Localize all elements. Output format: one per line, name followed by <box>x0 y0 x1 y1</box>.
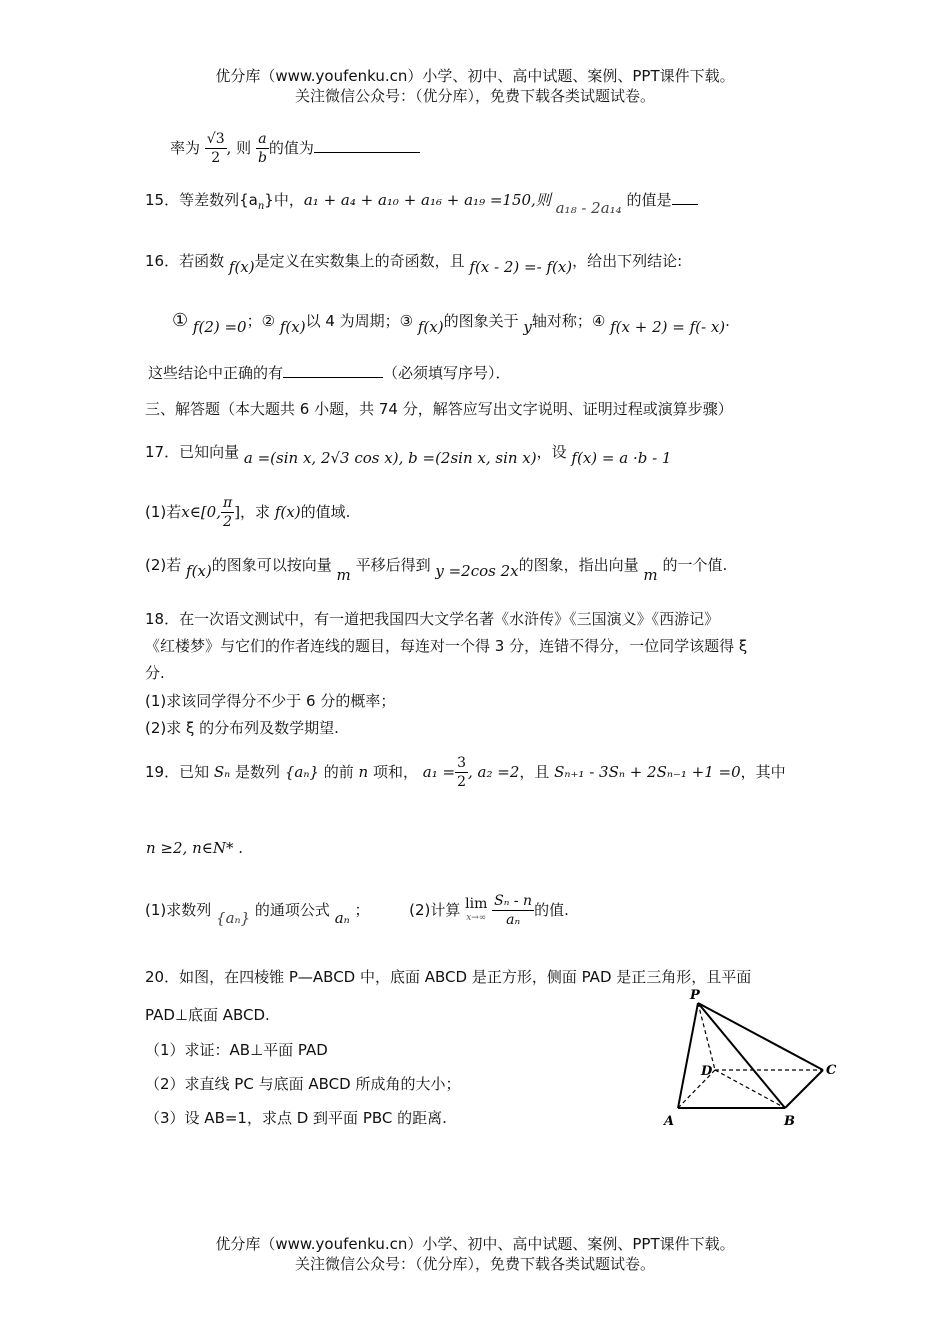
q17-p2-t1: 的图象可以按向量 <box>211 556 332 574</box>
q16-c1-mark: ① <box>172 310 189 331</box>
q19-a1-den: 2 <box>457 774 466 790</box>
q19-t4: 项和， <box>372 763 418 781</box>
q17-vector-b: b =(2sin x, sin x) <box>408 449 537 467</box>
q17-t1: 已知向量 <box>179 443 240 461</box>
q15-text1: 等差数列{a <box>179 191 258 209</box>
q18-line-2: 《红楼梦》与它们的作者连线的题目，每连对一个得 3 分，连错不得分，一位同学该题得 ξ <box>145 637 748 655</box>
edge-PB <box>698 1003 785 1108</box>
q16-t2: 是定义在实数集上的奇函数，且 <box>254 252 465 270</box>
q15-text2: }中， <box>264 191 304 209</box>
q19-p2-lim: lim <box>465 895 488 912</box>
q14-suffix: 的值为 <box>268 139 314 157</box>
q16-line-1 <box>145 246 682 276</box>
q17-line-1 <box>145 437 671 467</box>
q19-a1: a₁ = <box>422 763 456 781</box>
header-line-2: 关注微信公众号：（优分库），免费下载各类试题试卷。 <box>294 87 655 105</box>
q19-p1-an2: aₙ <box>334 909 350 927</box>
q15-expr: a₁ + a₄ + a₁₀ + a₁₆ + a₁₉ =150,则 <box>303 191 551 209</box>
pyramid-figure <box>660 985 845 1130</box>
q15-num: 15． <box>145 191 180 209</box>
q16-c1: f(2) =0 <box>192 318 247 336</box>
q20-part-1: （1）求证：AB⊥平面 PAD <box>145 1041 328 1059</box>
q19-p2-end: 的值. <box>534 901 569 919</box>
q14-mid: , 则 <box>226 139 252 157</box>
q19-num: 19． <box>145 763 180 781</box>
q19-Sn: Sₙ <box>213 763 231 781</box>
q16-c2: f(x) <box>279 318 306 336</box>
q19-t1: 已知 <box>179 763 210 781</box>
q19-a2: , a₂ =2 <box>467 763 520 781</box>
q16-cond: f(x - 2) =- f(x) <box>469 258 573 276</box>
q17-part-1 <box>145 492 350 532</box>
q16-ans-suffix: （必须填写序号）． <box>383 364 511 382</box>
q18-part-1: (1)求该同学得分不少于 6 分的概率； <box>145 692 396 710</box>
q16-c3-y: y <box>523 318 532 336</box>
q18-line-1: 18．在一次语文测试中，有一道把我国四大文学名著《水浒传》《三国演义》《西游记》 <box>145 610 720 628</box>
q14-fraction-2 <box>256 130 269 167</box>
q17-p2-m: m <box>336 566 351 584</box>
q20-line-1: 20．如图，在四棱锥 P—ABCD 中，底面 ABCD 是正方形，侧面 PAD 是正三角形，且平面 <box>145 968 752 986</box>
q16-t3: ，给出下列结论: <box>572 252 683 270</box>
q19-a1-num: 3 <box>457 755 466 771</box>
q17-p1-f: f(x) <box>274 503 301 521</box>
q17-part-2 <box>145 550 728 584</box>
q19-p1-t: 的通项公式 <box>254 901 330 919</box>
q16-c4-end: . <box>725 312 730 330</box>
q16-line-2 <box>172 306 730 336</box>
q14-fraction <box>205 130 227 167</box>
q16-answer-blank <box>283 365 383 378</box>
q16-c3-text2: 轴对称；④ <box>531 312 606 330</box>
q19-cond <box>146 836 243 860</box>
q19-an: {aₙ} <box>284 763 319 781</box>
q16-c3: f(x) <box>417 318 444 336</box>
q16-c3-text: 的图象关于 <box>443 312 519 330</box>
q15-expr2: a₁₈ - 2a₁₄ <box>555 199 622 217</box>
q20-part-2: （2）求直线 PC 与底面 ABCD 所成角的大小； <box>145 1075 461 1093</box>
q19-p1-label: (1)求数列 <box>145 901 212 919</box>
q17-p2-t3: 的图象，指出向量 <box>518 556 639 574</box>
q17-p1-frac <box>221 494 234 531</box>
footer-line-2: 关注微信公众号：（优分库），免费下载各类试题试卷。 <box>294 1255 655 1273</box>
edge-DB <box>715 1070 785 1108</box>
q15-suffix: 的值是 <box>626 191 672 209</box>
q17-p1-end: 的值域. <box>300 503 351 521</box>
footer-line-1: 优分库（www.youfenku.cn）小学、初中、高中试题、案例、PPT课件下载。 <box>215 1235 735 1253</box>
q17-p2-m2: m <box>643 566 658 584</box>
q19-t3: 的前 <box>323 763 354 781</box>
label-C: C <box>826 1063 837 1078</box>
q17-p2-t4: 的一个值. <box>662 556 728 574</box>
q19-p2-label: (2)计算 <box>409 901 461 919</box>
q17-num: 17． <box>145 443 180 461</box>
q15-answer-blank <box>672 192 698 205</box>
q19-t5: ，且 <box>519 763 550 781</box>
q19-parts <box>145 890 569 930</box>
q16-c2-text: 以 4 为周期；③ <box>305 312 414 330</box>
q17-p1-cond: x∈[0, <box>181 503 221 521</box>
q14-prefix: 率为 <box>170 139 201 157</box>
q17-p2-f: f(x) <box>186 562 212 580</box>
q16-f: f(x) <box>228 258 255 276</box>
label-P: P <box>690 988 700 1003</box>
q17-p1-den: 2 <box>223 514 233 530</box>
q17-p2-y: y =2cos 2x <box>435 562 519 580</box>
q20-line-2: PAD⊥底面 ABCD. <box>145 1006 270 1024</box>
q19-p2-num: Sₙ - n <box>494 893 533 909</box>
q14-frac2-den: b <box>257 150 267 166</box>
q19-p2-den: aₙ <box>506 912 521 928</box>
q17-p1-num: π <box>222 495 233 511</box>
q19-t6: ，其中 <box>740 763 786 781</box>
q19-rec: Sₙ₊₁ - 3Sₙ + 2Sₙ₋₁ +1 =0 <box>554 763 741 781</box>
q19-p1-an: {aₙ} <box>216 909 251 927</box>
q16-num: 16． <box>145 252 180 270</box>
q18-part-2: (2)求 ξ 的分布列及数学期望. <box>145 719 339 737</box>
q16-c2-mark: ；② <box>246 312 276 330</box>
q20-part-3: （3）设 AB=1，求点 D 到平面 PBC 的距离. <box>145 1109 447 1127</box>
q17-vector-a: a =(sin x, 2√3 cos x), <box>243 449 404 467</box>
q14-frac-den: 2 <box>211 150 221 166</box>
q19-cond-text: n ≥2, n∈N* . <box>146 839 244 857</box>
edge-BC <box>785 1070 823 1108</box>
q19-a1-frac <box>455 754 468 791</box>
label-D: D <box>701 1064 713 1079</box>
q17-p2-t2: 平移后得到 <box>355 556 431 574</box>
edge-PC <box>698 1003 823 1070</box>
q14-line <box>170 126 420 170</box>
edge-PA <box>678 1003 698 1108</box>
q14-frac2-num: a <box>256 130 269 149</box>
q19-line-1 <box>145 752 786 792</box>
q17-p2-label: (2)若 <box>145 556 182 574</box>
q14-frac-num: √3 <box>206 131 225 147</box>
q16-line-3 <box>148 360 511 386</box>
q17-t2: ，设 <box>536 443 567 461</box>
q19-p1-end: ； <box>354 901 370 919</box>
q17-fx: f(x) = a ·b - 1 <box>571 449 672 467</box>
q19-n: n <box>358 763 369 781</box>
q18-line-3: 分. <box>145 664 165 682</box>
q15-line: 15．等差数列$\{a_n\}$中，a₁ + a₄ + a₁₀ + a₁₆ + a₁₉ =150,则 a₁₈ - 2a₁₄ 的值是 <box>145 187 698 220</box>
q19-p2-limit <box>465 897 487 925</box>
q16-t1: 若函数 <box>179 252 225 270</box>
q19-p2-sub: x→∞ <box>466 912 487 923</box>
q19-t2: 是数列 <box>235 763 281 781</box>
section-3-heading: 三、解答题（本大题共 6 小题，共 74 分，解答应写出文字说明、证明过程或演算步骤） <box>145 400 733 418</box>
label-B: B <box>784 1114 795 1129</box>
q17-p1-label: (1)若 <box>145 503 182 521</box>
q17-p1-t: ，求 <box>240 503 271 521</box>
q19-p2-frac <box>492 892 534 929</box>
q16-c4: f(x + 2) = f(- x) <box>610 318 726 336</box>
q14-answer-blank <box>314 140 420 153</box>
q16-ans-prefix: 这些结论中正确的有 <box>148 364 284 382</box>
label-A: A <box>664 1114 675 1129</box>
q17-p1-close: ] <box>234 503 241 521</box>
header-line-1: 优分库（www.youfenku.cn）小学、初中、高中试题、案例、PPT课件下载。 <box>215 67 735 85</box>
